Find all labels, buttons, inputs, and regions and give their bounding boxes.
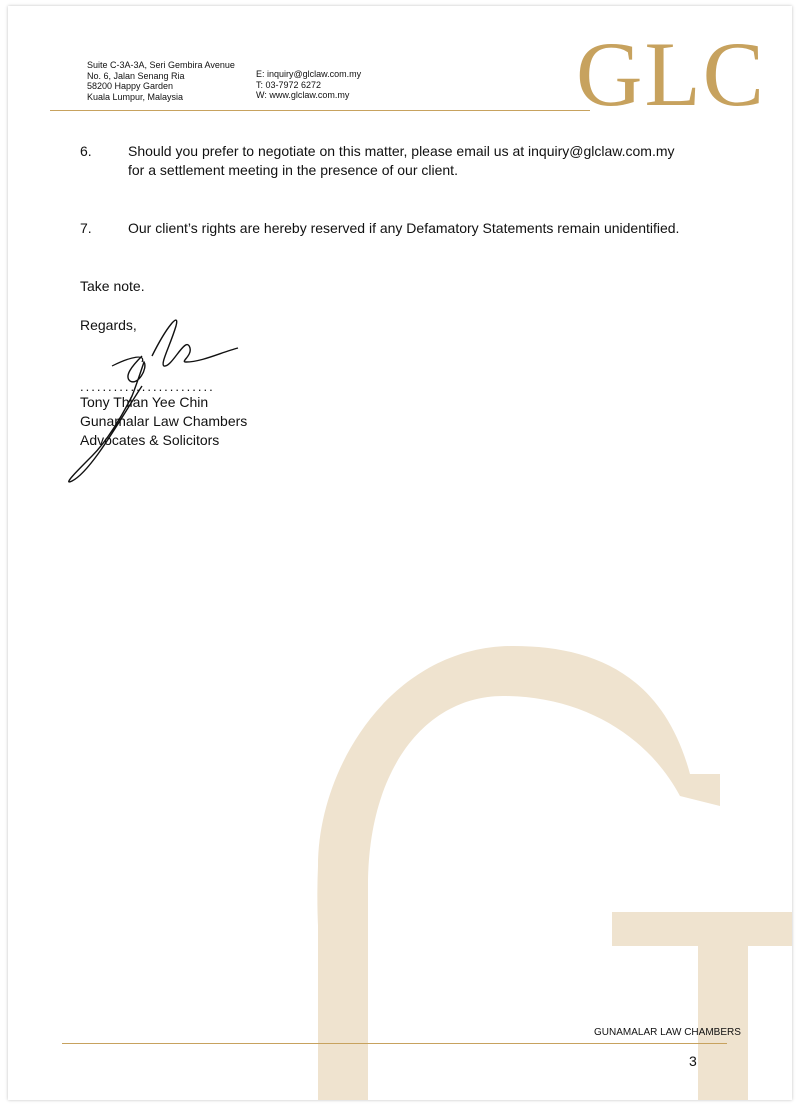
address-line: Kuala Lumpur, Malaysia [87, 91, 184, 102]
signatory-block [80, 393, 247, 450]
contact-website: W: www.glclaw.com.my [256, 90, 350, 100]
paragraph-number: 6. [80, 143, 92, 159]
take-note: Take note. [80, 278, 145, 294]
paragraph-7 [128, 219, 679, 238]
contact-phone: T: 03-7972 6272 [256, 79, 322, 90]
address-line: Suite C-3A-3A, Seri Gembira Avenue [87, 60, 235, 70]
regards: Regards, [80, 317, 137, 333]
paragraph-6 [128, 142, 675, 180]
paragraph-number: 7. [80, 220, 92, 236]
signatory-name: Tony Thian Yee Chin [80, 394, 209, 410]
address-line: 58200 Happy Garden [87, 81, 174, 91]
signatory-firm: Gunamalar Law Chambers [80, 413, 248, 429]
letter-page [8, 6, 792, 1100]
paragraph-line: Should you prefer to negotiate on this matter, please email us at inquiry@glclaw.com.my [128, 143, 675, 159]
glc-logo: GLC [576, 23, 766, 125]
firm-contact [256, 69, 361, 101]
page-number: 3 [689, 1053, 697, 1069]
header-divider [50, 110, 590, 111]
footer-divider [62, 1043, 727, 1044]
paragraph-line: Our client’s rights are hereby reserved if any Defamatory Statements remain unidentified. [128, 220, 680, 236]
address-line: No. 6, Jalan Senang Ria [87, 70, 185, 81]
signatory-title: Advocates & Solicitors [80, 432, 220, 448]
footer-firm-name: GUNAMALAR LAW CHAMBERS [594, 1027, 741, 1038]
contact-email: E: inquiry@glclaw.com.my [256, 69, 362, 79]
signature-line: ........................ [80, 379, 215, 394]
paragraph-line: for a settlement meeting in the presence of our client. [128, 162, 458, 178]
firm-address [87, 60, 235, 102]
